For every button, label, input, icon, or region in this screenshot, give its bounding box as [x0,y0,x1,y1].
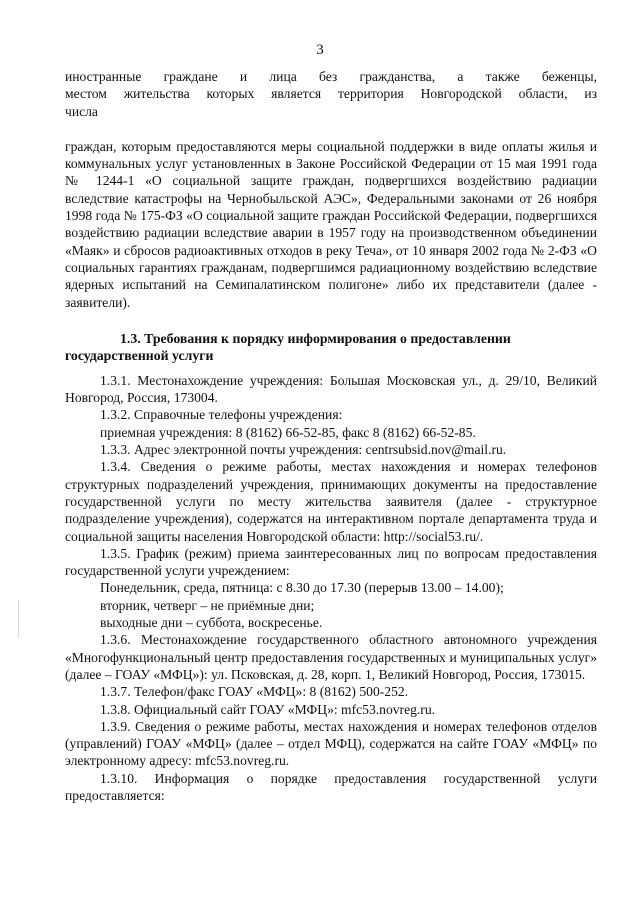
document-body [65,68,597,804]
margin-scan-mark [18,600,19,638]
section-heading: 1.3. Требования к порядку информирования о предоставлении государственной услуги [65,330,511,364]
item-1-3-6: 1.3.6. Местонахождение государственного областного автономного учреждения «Многофункциональный центр предоставления государственных и муниципальных услуг» (далее – ГОАУ «МФЦ»): ул. Псковская, д. 28, корп. 1, Великий Новгород, Россия, 173015. [65,632,597,682]
item-1-3-2: 1.3.2. Справочные телефоны учреждения: [100,407,343,423]
intro-line-2: местом жительства которых является территория Новгородской области, из [65,86,597,102]
item-1-3-10: 1.3.10. Информация о порядке предоставления государственной услуги предоставляется: [65,770,597,803]
page-number: 3 [316,42,324,58]
item-1-3-5-schedule-weekend: выходные дни – суббота, воскресенье. [100,615,323,631]
item-1-3-9: 1.3.9. Сведения о режиме работы, местах нахождения и номерах телефонов отделов (управлений) ГОАУ «МФЦ» (далее – отдел МФЦ), содержатся на сайте ГОАУ «МФЦ» по электронному адресу: mfc53.novreg.ru. [65,718,597,769]
item-1-3-5-schedule-closed: вторник, четверг – не приёмные дни; [100,597,315,613]
citizens-paragraph: граждан, которым предоставляются меры социальной поддержки в виде оплаты жилья и коммунальных услуг установленных в Законе Российской Федерации от 15 мая 1991 года № 1244-1 «О социальной защите граждан, подвергшихся воздействию радиации вследствие катастрофы на Чернобыльской АЭС», Федеральными законами от 26 ноября 1998 года № 175-ФЗ «О социальной защите граждан Российской Федерации, подвергшихся воздействию радиации вследствие аварии в 1957 году на производственном объединении «Маяк» и сбросов радиоактивных отходов в реку Теча», от 10 января 2002 года № 2-ФЗ «О социальных гарантиях гражданам, подвергшимся радиационному воздействию вследствие ядерных испытаний на Семипалатинском полигоне» либо их представители (далее - заявители). [65,138,597,310]
intro-line-1: иностранные граждане и лица без гражданства, а также беженцы, [65,69,597,84]
item-1-3-2-phones: приемная учреждения: 8 (8162) 66-52-85, факс 8 (8162) 66-52-85. [100,424,476,440]
item-1-3-8: 1.3.8. Официальный сайт ГОАУ «МФЦ»: mfc53.novreg.ru. [100,701,436,717]
item-1-3-5: 1.3.5. График (режим) приема заинтересованных лиц по вопросам предоставления государственной услуги учреждением: [65,545,597,579]
item-1-3-7: 1.3.7. Телефон/факс ГОАУ «МФЦ»: 8 (8162) 500-252. [100,684,409,700]
intro-line-3: числа [65,103,98,119]
item-1-3-3: 1.3.3. Адрес электронной почты учреждения: centrsubsid.nov@mail.ru. [100,442,507,458]
item-1-3-5-schedule-weekdays: Понедельник, среда, пятница: с 8.30 до 17.30 (перерыв 13.00 – 14.00); [100,580,504,596]
item-1-3-4: 1.3.4. Сведения о режиме работы, местах нахождения и номерах телефонов структурных подразделений учреждения, принимающих документы на предоставление государственной услуги по месту жительства заявителя (далее - структурное подразделение учреждения), содержатся на интерактивном портале департамента труда и социальной защиты населения Новгородской области: http://social53.ru/. [65,459,597,544]
item-1-3-1: 1.3.1. Местонахождение учреждения: Большая Московская ул., д. 29/10, Великий Новгород, Россия, 173004. [65,372,597,406]
intro-paragraph [65,68,597,120]
